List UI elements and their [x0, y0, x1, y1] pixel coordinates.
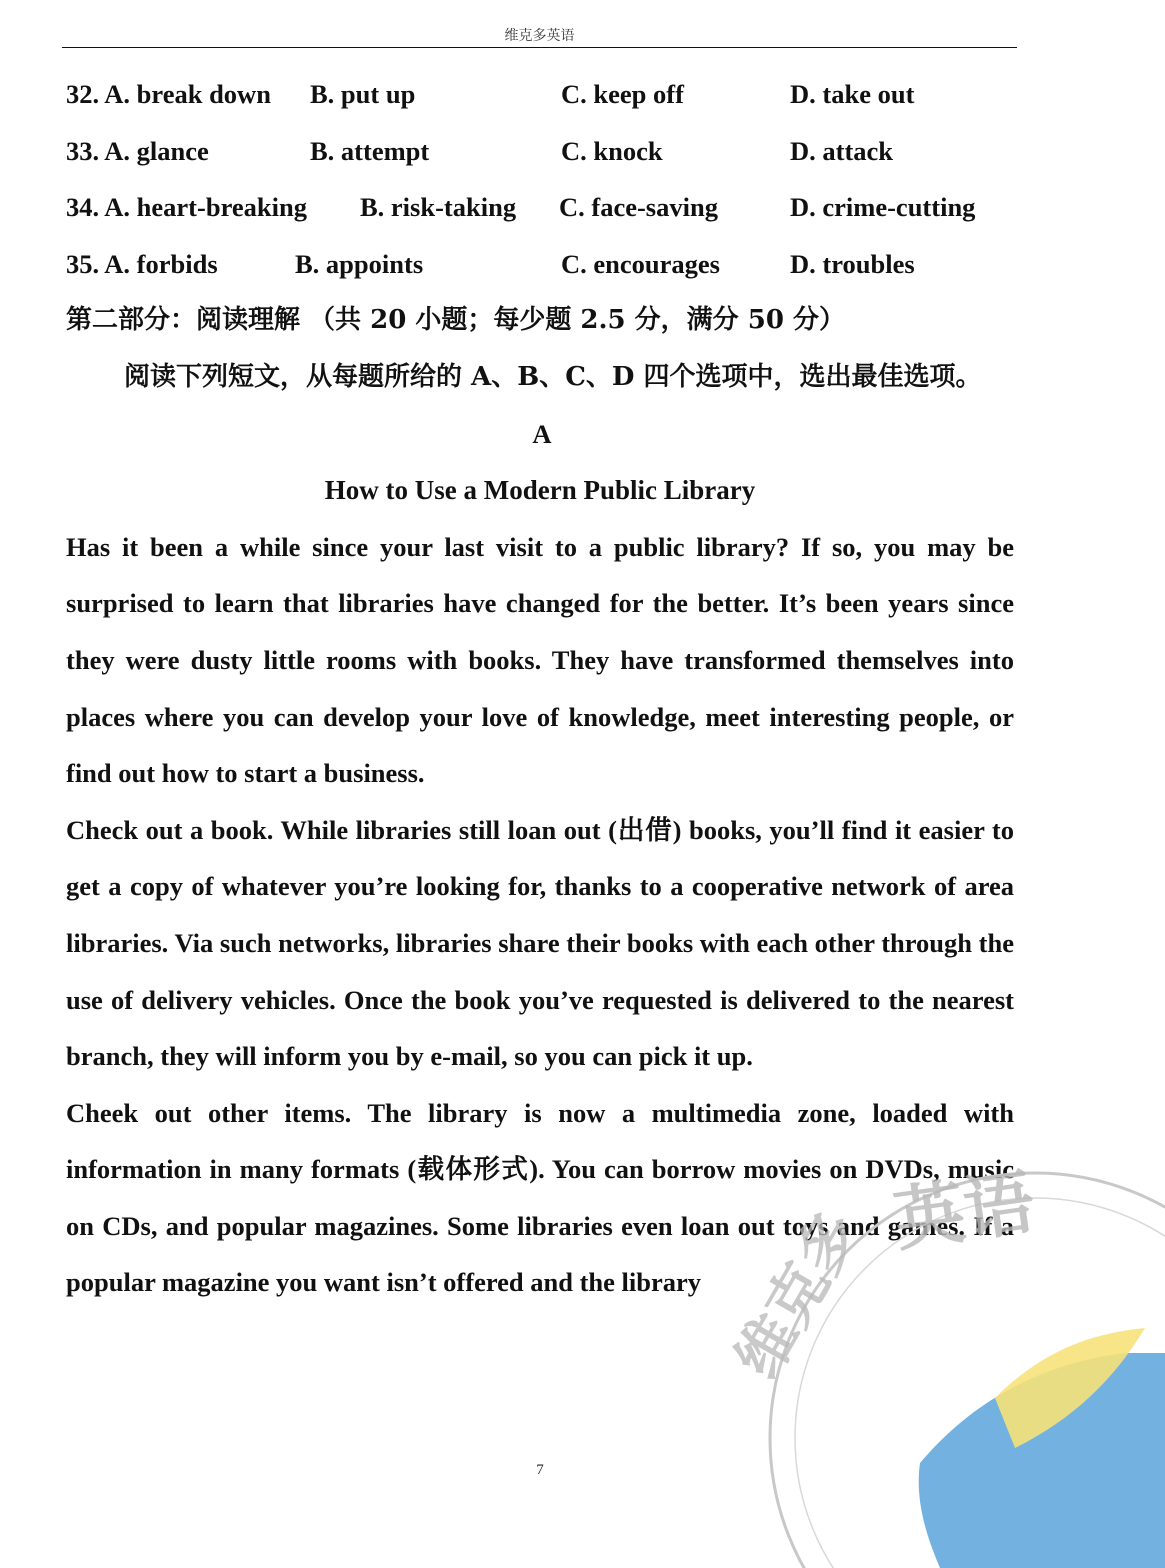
- question-32-option-d: D. take out: [790, 79, 915, 109]
- question-34-option-b: B. risk-taking: [360, 192, 517, 223]
- question-32-option-a: 32. A. break down: [66, 79, 271, 109]
- question-35-option-c: C. encourages: [561, 248, 720, 279]
- question-34-option-a: 34. A. heart-breaking: [66, 192, 307, 223]
- question-33-option-b: B. attempt: [310, 135, 430, 166]
- watermark-text-top: 英语: [889, 1160, 1040, 1262]
- passage-paragraph: Check out a book. While libraries still loan out (出借) books, you’ll find it easier to get a copy of whatever you’re looking for, thanks to a cooperative network of area libraries. Via such networks, libraries share their books with each other through the use of delivery vehicles. Once the book you’ve requested is delivered to the nearest branch, they will inform you by e-mail, so you can pick it up.: [66, 814, 1014, 1072]
- question-33-option-d: D. attack: [790, 135, 894, 166]
- question-row-32: [66, 66, 1014, 123]
- page-content: [66, 66, 1014, 1311]
- watermark-yellow-shape: [995, 1328, 1145, 1448]
- passage-letter: A: [532, 418, 552, 449]
- question-33-option-c: C. knock: [561, 135, 663, 166]
- question-34-option-c: C. face-saving: [559, 192, 718, 223]
- question-32-option-b: B. put up: [310, 79, 416, 109]
- section-heading: 第二部分：阅读理解 （共 20 小题；每少题 2.5 分，满分 50 分）: [66, 305, 845, 336]
- question-row-34: [66, 179, 1014, 236]
- passage-paragraph: Has it been a while since your last visit to a public library? If so, you may be surprised to learn that libraries have changed for the better. It’s been years since they were dusty little rooms with books. They have transformed themselves into places where you can develop your love of knowledge, meet interesting people, or find out how to start a business.: [66, 531, 1014, 789]
- watermark-blue-shape: [919, 1353, 1165, 1568]
- page-number: 7: [536, 1462, 544, 1478]
- section-instruction: 阅读下列短文，从每题所给的 A、B、C、D 四个选项中，选出最佳选项。: [124, 361, 982, 392]
- question-34-option-d: D. crime-cutting: [790, 192, 976, 223]
- page-header: 维克多英语: [504, 28, 575, 44]
- question-35-option-b: B. appoints: [295, 248, 424, 279]
- question-35-option-d: D. troubles: [790, 248, 915, 279]
- question-32-option-c: C. keep off: [561, 79, 684, 109]
- question-row-33: [66, 123, 1014, 180]
- question-35-option-a: 35. A. forbids: [66, 248, 218, 279]
- watermark-text-side: 维克多: [722, 1199, 874, 1391]
- passage-title: How to Use a Modern Public Library: [324, 475, 756, 506]
- question-33-option-a: 33. A. glance: [66, 135, 209, 166]
- header-rule: [62, 47, 1017, 48]
- passage-paragraph: Cheek out other items. The library is now a multimedia zone, loaded with information in many formats (载体形式). You can borrow movies on DVDs, music on CDs, and popular magazines. Some libraries even loan out toys and games. If a popular magazine you want isn’t offered and the library: [66, 1097, 1014, 1298]
- question-row-35: [66, 236, 1014, 293]
